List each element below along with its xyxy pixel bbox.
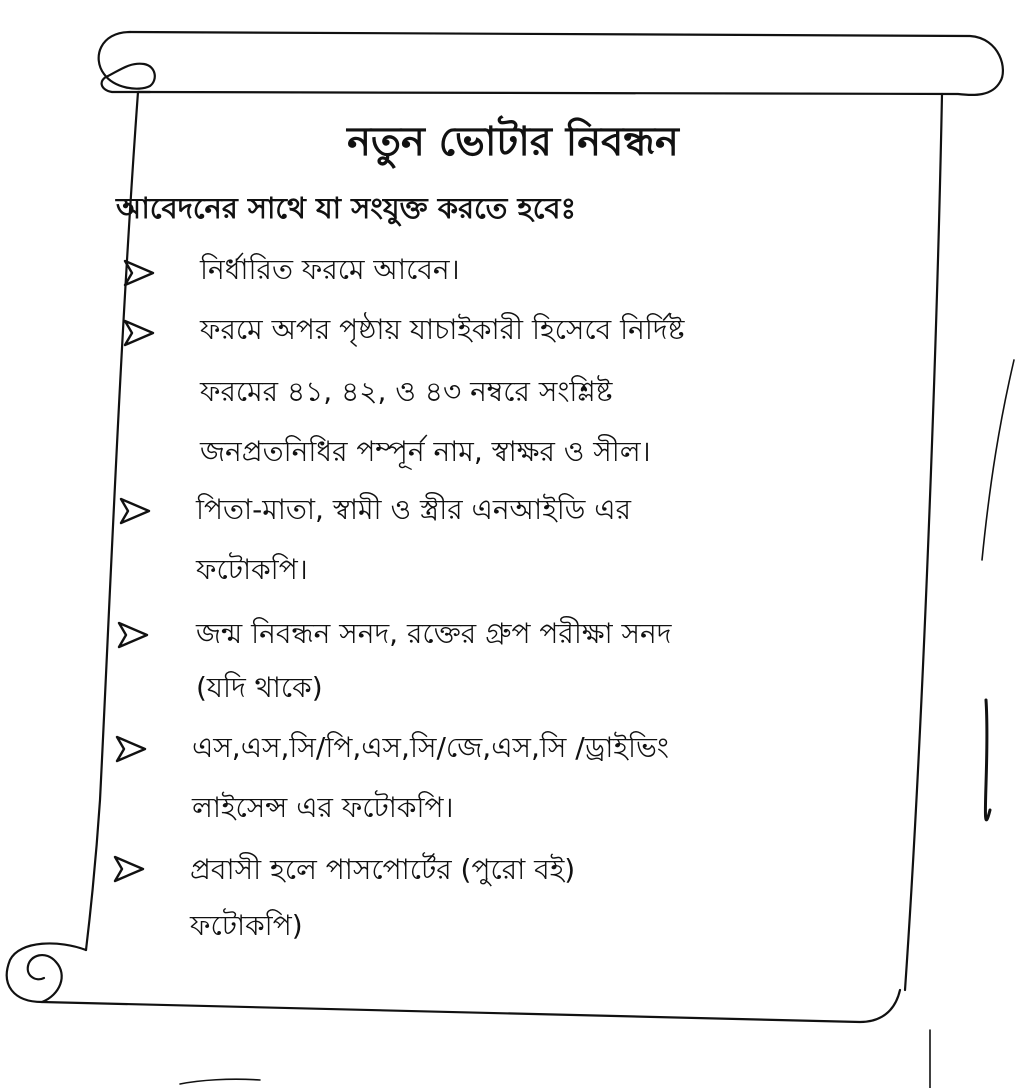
- list-item-text: লাইসেন্স এর ফটোকপি।: [192, 791, 454, 824]
- arrowhead-bullet-icon: [114, 732, 148, 766]
- list-item-text: জন্ম নিবন্ধন সনদ, রক্তের গ্রুপ পরীক্ষা সনদ: [196, 617, 672, 650]
- arrowhead-bullet-icon: [112, 852, 146, 886]
- list-item-text: প্রবাসী হলে পাসপোর্টের (পুরো বই): [190, 853, 576, 886]
- page-title: নতুন ভোটার নিবন্ধন: [347, 119, 679, 165]
- arrowhead-bullet-icon: [122, 256, 156, 290]
- list-item-text: ফরমে অপর পৃষ্ঠায় যাচাইকারী হিসেবে নির্দিষ্ট: [200, 313, 685, 346]
- list-item-text: এস,এস,সি/পি,এস,সি/জে,এস,সি /ড্রাইভিং: [192, 731, 669, 764]
- arrowhead-bullet-icon: [118, 494, 152, 528]
- list-item-text: (যদি থাকে): [196, 671, 323, 704]
- arrowhead-bullet-icon: [116, 618, 150, 652]
- list-item-text: জনপ্রতনিধির পম্পূর্ন নাম, স্বাক্ষর ও সীল।: [200, 435, 651, 468]
- list-item-text: পিতা-মাতা, স্বামী ও স্ত্রীর এনআইডি এর: [196, 493, 632, 526]
- list-item-text: ফরমের ৪১, ৪২, ও ৪৩ নম্বরে সংশ্লিষ্ট: [200, 375, 613, 408]
- section-heading: আবেদনের সাথে যা সংযুক্ত করতে হবেঃ: [116, 191, 577, 225]
- list-item-text: নির্ধারিত ফরমে আবেন।: [200, 253, 460, 286]
- arrowhead-bullet-icon: [122, 316, 156, 350]
- list-item-text: ফটোকপি।: [196, 553, 308, 586]
- list-item-text: ফটোকপি): [190, 909, 303, 942]
